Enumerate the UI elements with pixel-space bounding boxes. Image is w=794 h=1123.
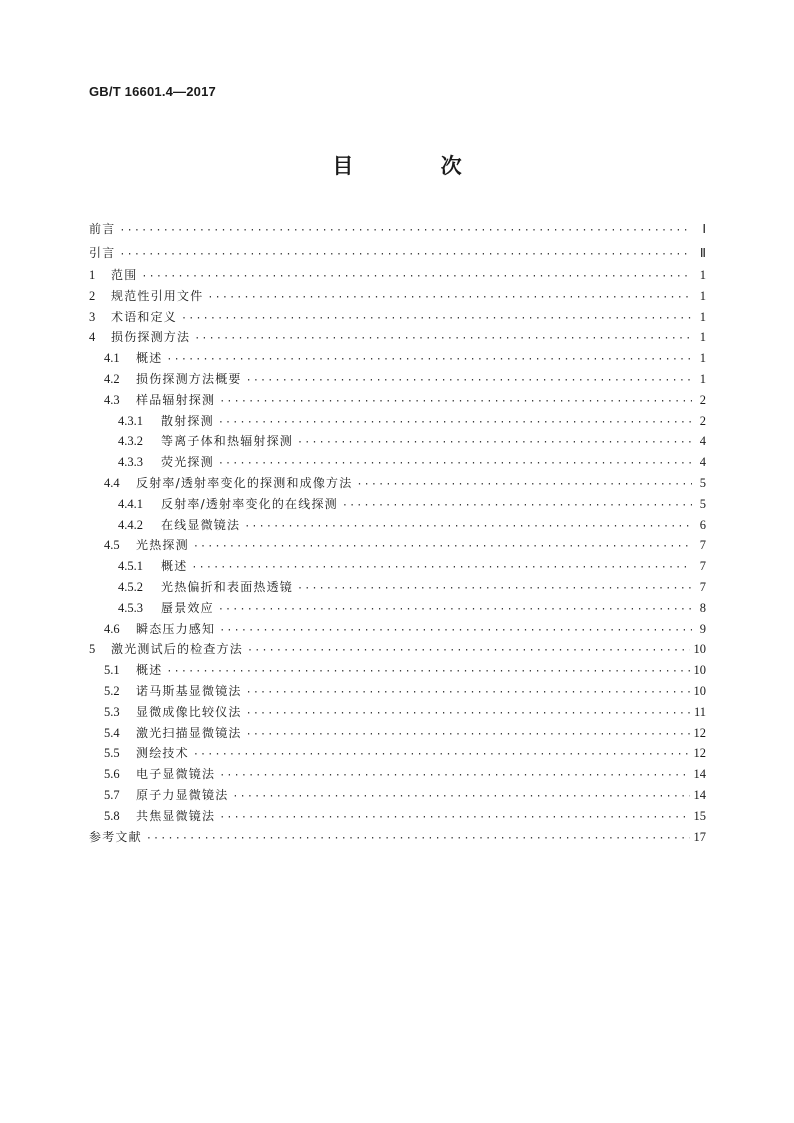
- dot-leader: [146, 829, 690, 850]
- toc-entry-page: 2: [699, 392, 706, 407]
- toc-entry-page: 11: [693, 704, 706, 719]
- toc-entry[interactable]: [89, 217, 706, 241]
- toc-entry[interactable]: [89, 369, 706, 390]
- toc-entry-label: 概述: [161, 559, 188, 574]
- toc-entry-page: Ⅱ: [699, 246, 706, 260]
- toc-entry-label: 激光测试后的检查方法: [111, 642, 244, 657]
- toc-entry-number: 1: [89, 268, 96, 282]
- toc-entry-number: 5.4: [104, 725, 120, 740]
- toc-entry[interactable]: [89, 241, 706, 265]
- toc-entry-number: 2: [89, 288, 96, 303]
- toc-entry[interactable]: [89, 619, 706, 640]
- dot-leader: [297, 579, 692, 600]
- toc-entry-label: 荧光探测: [161, 455, 214, 470]
- dot-leader: [218, 600, 692, 621]
- toc-entry-label: 术语和定义: [111, 309, 178, 324]
- toc-entry-label: 测绘技术: [136, 746, 189, 761]
- toc-entry-number: 4.5: [104, 538, 120, 553]
- toc-entry-label: 概述: [136, 663, 163, 678]
- toc-entry-page: 7: [699, 559, 706, 574]
- toc-entry-label: 等离子体和热辐射探测: [161, 434, 294, 449]
- toc-entry-number: 4.4.2: [118, 517, 143, 532]
- toc-entry-number: 5.2: [104, 683, 120, 698]
- toc-entry[interactable]: [89, 702, 706, 723]
- toc-entry-number: 4.2: [104, 371, 120, 386]
- toc-entry-page: 5: [699, 475, 706, 490]
- toc-entry-number: 4.3.2: [118, 434, 143, 449]
- toc-entry-page: 14: [693, 787, 706, 802]
- toc-entry-label: 范围: [111, 268, 138, 282]
- dot-leader: [247, 641, 689, 662]
- toc-entry[interactable]: [89, 307, 706, 328]
- toc-entry[interactable]: [89, 556, 706, 577]
- dot-leader: [218, 413, 692, 434]
- toc-entry-label: 规范性引用文件: [111, 288, 204, 303]
- toc-entry-page: 10: [693, 663, 706, 678]
- toc-entry[interactable]: [89, 723, 706, 744]
- toc-entry[interactable]: [89, 598, 706, 619]
- toc-entry-number: 4.5.3: [118, 600, 143, 615]
- toc-entry-page: 15: [693, 808, 706, 823]
- dot-leader: [246, 683, 690, 704]
- toc-entry-page: 1: [699, 371, 706, 386]
- dot-leader: [356, 475, 692, 496]
- dot-leader: [342, 496, 692, 517]
- toc-entry-label: 瞬态压力感知: [136, 621, 216, 636]
- dot-leader: [246, 725, 690, 746]
- dot-leader: [141, 267, 692, 288]
- toc-entry[interactable]: [89, 265, 706, 286]
- toc-entry-page: 10: [693, 642, 706, 657]
- toc-entry-page: 12: [693, 746, 706, 761]
- toc-entry-page: 1: [699, 330, 706, 345]
- toc-entry[interactable]: [89, 535, 706, 556]
- toc-entry[interactable]: [89, 577, 706, 598]
- dot-leader: [218, 454, 692, 475]
- toc-entry-label: 蜃景效应: [161, 600, 214, 615]
- dot-leader: [119, 219, 692, 243]
- dot-leader: [207, 288, 692, 309]
- toc-entry-page: 1: [699, 351, 706, 366]
- toc-entry-label: 损伤探测方法概要: [136, 371, 242, 386]
- toc-entry[interactable]: [89, 286, 706, 307]
- toc-entry-label: 光热探测: [136, 538, 189, 553]
- toc-entry-number: 4.3: [104, 392, 120, 407]
- dot-leader: [219, 808, 689, 829]
- toc-entry-page: 1: [699, 309, 706, 324]
- toc-entry-page: 1: [699, 268, 706, 282]
- toc-entry-page: 17: [693, 829, 706, 844]
- dot-leader: [219, 766, 689, 787]
- toc-entry-page: 8: [699, 600, 706, 615]
- toc-entry-number: 4.6: [104, 621, 120, 636]
- toc-entry-label: 显微成像比较仪法: [136, 704, 242, 719]
- toc-entry-page: 5: [699, 496, 706, 511]
- toc-entry-label: 概述: [136, 351, 163, 366]
- table-of-contents: [89, 217, 706, 847]
- toc-entry[interactable]: [89, 515, 706, 536]
- toc-entry-number: 4.5.2: [118, 579, 143, 594]
- dot-leader: [119, 243, 692, 267]
- toc-entry-label: 诺马斯基显微镜法: [136, 683, 242, 698]
- toc-entry-label: 前言: [89, 222, 116, 236]
- dot-leader: [232, 787, 689, 808]
- toc-entry-page: 7: [699, 579, 706, 594]
- toc-entry-label: 损伤探测方法: [111, 330, 191, 345]
- toc-entry[interactable]: [89, 806, 706, 827]
- toc-entry-number: 5.5: [104, 746, 120, 761]
- toc-entry-label: 原子力显微镜法: [136, 787, 229, 802]
- toc-entry[interactable]: [89, 660, 706, 681]
- dot-leader: [193, 537, 692, 558]
- toc-entry-page: 14: [693, 767, 706, 782]
- toc-entry-number: 4.1: [104, 351, 120, 366]
- dot-leader: [219, 621, 692, 642]
- toc-entry-page: 12: [693, 725, 706, 740]
- toc-entry-page: 4: [699, 434, 706, 449]
- toc-entry[interactable]: [89, 494, 706, 515]
- toc-entry-label: 参考文献: [89, 829, 142, 844]
- toc-entry-label: 反射率/透射率变化的在线探测: [161, 496, 338, 511]
- toc-entry-number: 4.4.1: [118, 496, 143, 511]
- dot-leader: [181, 309, 692, 330]
- toc-entry-page: 6: [699, 517, 706, 532]
- toc-entry-number: 4.4: [104, 475, 120, 490]
- toc-entry[interactable]: [89, 452, 706, 473]
- dot-leader: [193, 745, 690, 766]
- toc-entry-page: 10: [693, 683, 706, 698]
- toc-entry[interactable]: [89, 764, 706, 785]
- toc-entry-label: 共焦显微镜法: [136, 808, 216, 823]
- toc-entry[interactable]: [89, 473, 706, 494]
- page-title: 目 次: [332, 154, 502, 178]
- toc-entry-label: 激光扫描显微镜法: [136, 725, 242, 740]
- toc-entry-page: 7: [699, 538, 706, 553]
- toc-entry[interactable]: [89, 639, 706, 660]
- toc-entry-number: 4: [89, 330, 96, 345]
- dot-leader: [166, 350, 692, 371]
- dot-leader: [219, 392, 692, 413]
- toc-entry[interactable]: [89, 327, 706, 348]
- toc-entry-label: 散射探测: [161, 413, 214, 428]
- toc-entry[interactable]: [89, 785, 706, 806]
- toc-entry-page: Ⅰ: [702, 222, 706, 236]
- toc-entry[interactable]: [89, 681, 706, 702]
- toc-entry[interactable]: [89, 411, 706, 432]
- toc-entry-label: 在线显微镜法: [161, 517, 241, 532]
- toc-entry-label: 光热偏折和表面热透镜: [161, 579, 294, 594]
- dot-leader: [297, 433, 692, 454]
- toc-entry[interactable]: [89, 390, 706, 411]
- toc-entry-number: 5: [89, 642, 96, 657]
- toc-entry-label: 样品辐射探测: [136, 392, 216, 407]
- dot-leader: [246, 704, 690, 725]
- toc-entry-page: 4: [699, 455, 706, 470]
- toc-entry-number: 5.7: [104, 787, 120, 802]
- toc-entry-number: 3: [89, 309, 96, 324]
- dot-leader: [246, 371, 692, 392]
- toc-entry-number: 4.3.1: [118, 413, 143, 428]
- toc-entry-label: 电子显微镜法: [136, 767, 216, 782]
- toc-entry-number: 5.3: [104, 704, 120, 719]
- dot-leader: [166, 662, 689, 683]
- toc-entry-label: 反射率/透射率变化的探测和成像方法: [136, 475, 353, 490]
- toc-entry-number: 5.1: [104, 663, 120, 678]
- toc-entry-number: 4.3.3: [118, 455, 143, 470]
- toc-entry[interactable]: [89, 743, 706, 764]
- toc-entry[interactable]: [89, 827, 706, 848]
- toc-entry-page: 2: [699, 413, 706, 428]
- toc-entry-number: 4.5.1: [118, 559, 143, 574]
- dot-leader: [194, 329, 692, 350]
- toc-entry-label: 引言: [89, 246, 116, 260]
- toc-entry-page: 9: [699, 621, 706, 636]
- toc-entry-page: 1: [699, 288, 706, 303]
- document-code: GB/T 16601.4—2017: [89, 84, 216, 99]
- toc-entry[interactable]: [89, 431, 706, 452]
- toc-entry-number: 5.8: [104, 808, 120, 823]
- toc-entry[interactable]: [89, 348, 706, 369]
- dot-leader: [244, 517, 692, 538]
- toc-entry-number: 5.6: [104, 767, 120, 782]
- dot-leader: [191, 558, 692, 579]
